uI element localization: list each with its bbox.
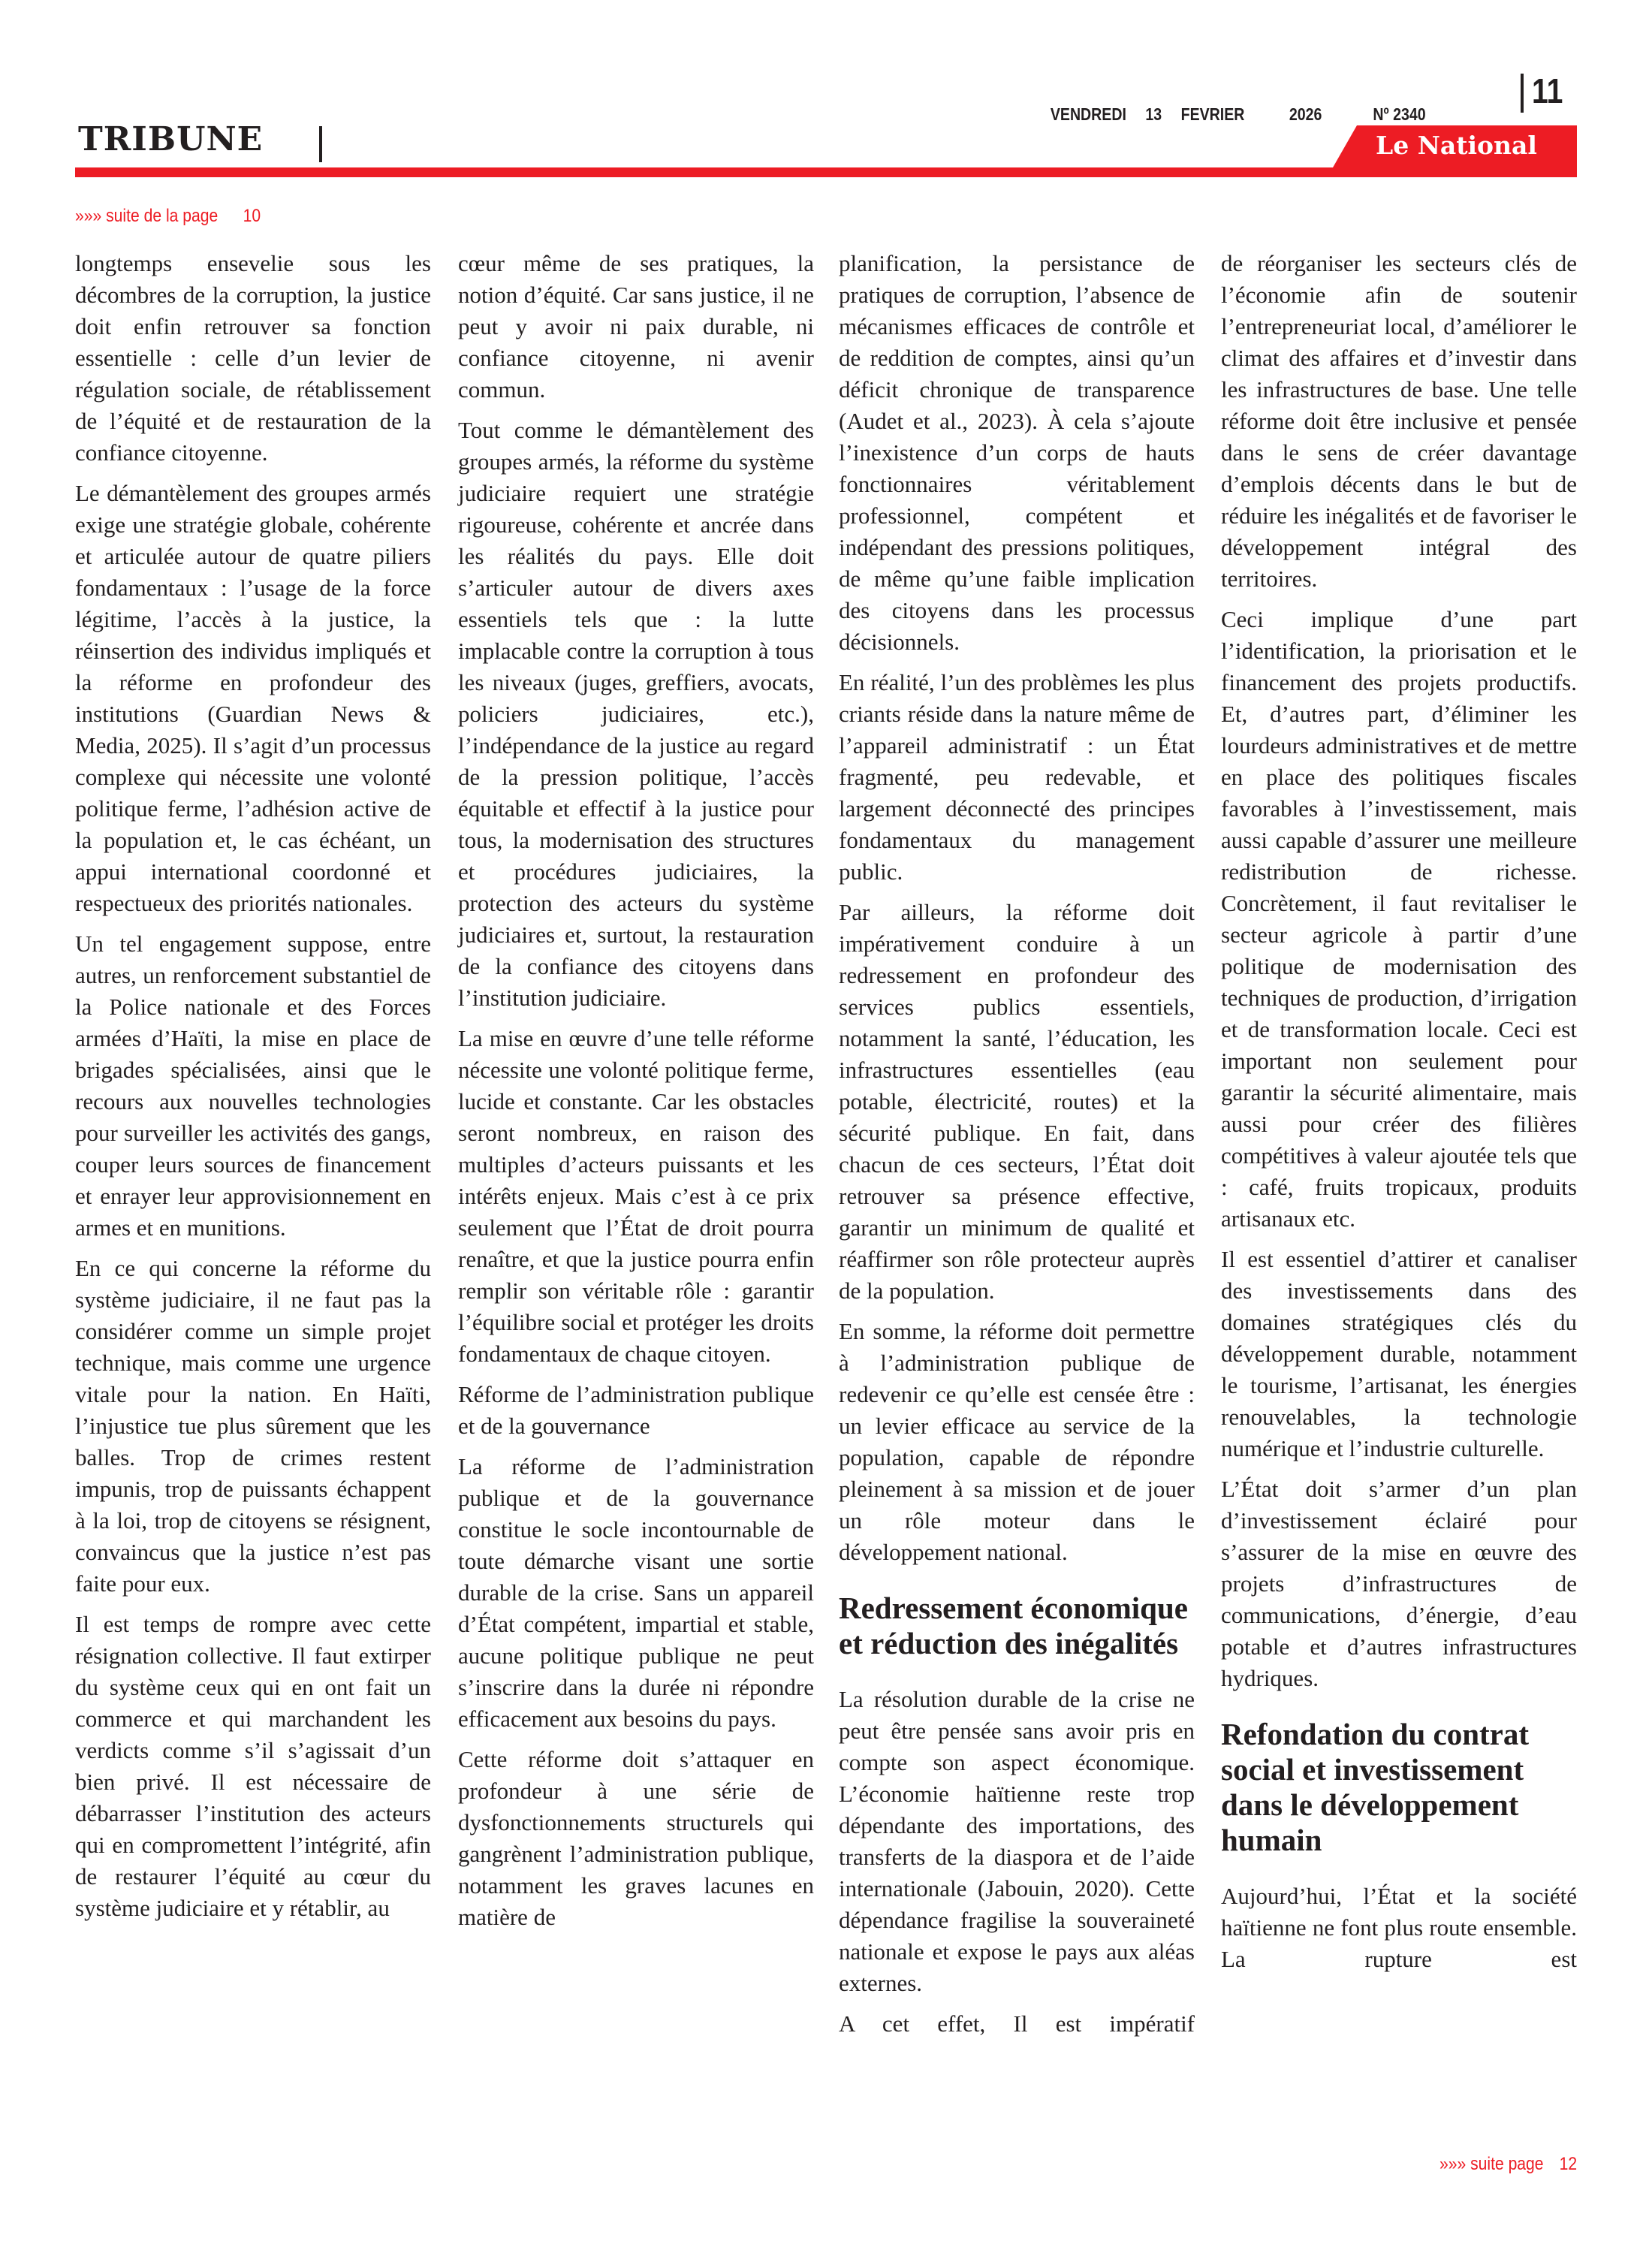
paragraph: Il est essentiel d’attirer et canaliser des investissements dans des domaines stratégiques clés du développement durable, notamment le tourisme, l’artisanat, les énergies renouvelables, la technologie numérique et l’industrie culturelle. (1221, 1246, 1577, 1461)
paragraph: La mise en œuvre d’une telle réforme nécessite une volonté politique ferme, lucide et constante. Car les obstacles seront nombreux, en raison des multiples d’acteurs puissants et les intérêts enjeux. Mais c’est à ce prix seulement que l’État de droit pourra renaître, et que la justice pourra enfin remplir son véritable rôle : garantir l’équilibre social et protéger les droits fondamentaux de chaque citoyen. (458, 1025, 814, 1367)
continued-to-link[interactable] (1439, 2154, 1577, 2175)
continued-from-page: 10 (243, 206, 261, 226)
paragraph: Tout comme le démantèlement des groupes armés, la réforme du système judiciaire requiert une stratégie rigoureuse, cohérente et ancrée dans les réalités du pays. Elle doit s’articuler autour de divers axes essentiels tels que : la lutte implacable contre la corruption à tous les niveaux (juges, greffiers, avocats, policiers judiciaires, etc.), l’indépendance de la justice au regard de la pression politique, l’accès équitable et effectif à la justice pour tous, la modernisation des structures et procédures judiciaires, la protection des acteurs du système judiciaires et, surtout, la restauration de la confiance des citoyens dans l’institution judiciaire. (458, 417, 814, 1011)
paragraph: planification, la persistance de pratiques de corruption, l’absence de mécanismes efficaces de contrôle et de reddition de comptes, ainsi qu’un déficit chronique de transparence (Audet et al., 2023). À cela s’ajoute l’inexistence d’un corps de hauts fonctionnaires véritablement professionnel, compétent et indépendant des pressions politiques, de même qu’une faible implication des citoyens dans les processus décisionnels. (839, 250, 1195, 655)
issue-dateline (1042, 84, 1445, 125)
section-heading: Refondation du contrat social et investissement dans le développement humain (1221, 1717, 1530, 1857)
subsection-label: Réforme de l’administration publique et de la gouvernance (458, 1381, 814, 1439)
section-title-divider (319, 126, 322, 162)
paragraph: longtemps ensevelie sous les décombres de la corruption, la justice doit enfin retrouver sa fonction essentielle : celle d’un levier de régulation sociale, de rétablissement de l’équité et de restauration de la confiance citoyenne. (75, 250, 431, 466)
continued-to-label: »»» suite page (1439, 2154, 1544, 2174)
month: FEVRIER (1180, 104, 1245, 124)
continued-from-link[interactable] (75, 206, 261, 227)
paragraph: La résolution durable de la crise ne peut être pensée sans avoir pris en compte son aspect économique. L’économie haïtienne reste trop dépendante des importations, des transferts de la diaspora et de l’aide internationale (Jabouin, 2020). Cette dépendance fragilise la souveraineté nationale et expose le pays aux aléas externes. (839, 1686, 1195, 1996)
day-of-month: 13 (1145, 104, 1162, 124)
paragraph: Ceci implique d’une part l’identification, la priorisation et le financement des projets productifs. Et, d’autres part, d’éliminer les lourdeurs administratives et de mettre en place des politiques fiscales favorables à l’investissement, mais aussi capable d’assurer une meilleure redistribution de richesse. Concrètement, il faut revitaliser le secteur agricole à partir d’une politique de modernisation des techniques de production, d’irrigation et de transformation locale. Ceci est important non seulement pour garantir la sécurité alimentaire, mais aussi pour créer des filières compétitives à valeur ajoutée tels que : café, fruits tropicaux, produits artisanaux etc. (1221, 606, 1577, 1232)
paragraph: Par ailleurs, la réforme doit impérativement conduire à un redressement en profondeur des services publics essentiels, notamment la santé, l’éducation, les infrastructures essentielles (eau potable, électricité, routes) et la sécurité publique. En fait, dans chacun de ces secteurs, l’État doit retrouver sa présence effective, garantir un minimum de qualité et réaffirmer son rôle protecteur auprès de la population. (839, 899, 1195, 1304)
brand-logo: Le National (1376, 131, 1537, 160)
article-column-4 (1221, 248, 1577, 1984)
section-heading: Redressement économique et réduction des inégalités (839, 1591, 1188, 1660)
paragraph: A cet effet, Il est impératif (839, 2010, 1195, 2037)
paragraph: cœur même de ses pratiques, la notion d’équité. Car sans justice, il ne peut y avoir ni paix durable, ni confiance citoyenne, ni avenir commun. (458, 250, 814, 403)
article-column-1 (75, 248, 431, 1933)
article-column-3 (839, 248, 1195, 2049)
paragraph: Un tel engagement suppose, entre autres, un renforcement substantiel de la Police nationale et des Forces armées d’Haïti, la mise en place de brigades spécialisées, ainsi que le recours aux nouvelles technologies pour surveiller les activités des gangs, couper leurs sources de financement et enrayer leur approvisionnement en armes et en munitions. (75, 930, 431, 1241)
page-number-divider (1521, 74, 1524, 113)
paragraph: Aujourd’hui, l’État et la société haïtienne ne font plus route ensemble. La rupture est (1221, 1883, 1577, 1972)
article-column-2 (458, 248, 814, 1942)
paragraph: En somme, la réforme doit permettre à l’administration publique de redevenir ce qu’elle est censée être : un levier efficace au service de la population, capable de répondre pleinement à sa mission et de jouer un rôle moteur dans le développement national. (839, 1318, 1195, 1565)
paragraph: En ce qui concerne la réforme du système judiciaire, il ne faut pas la considérer comme un simple projet technique, mais comme une urgence vitale pour la nation. En Haïti, l’injustice tue plus sûrement que les balles. Trop de crimes restent impunis, trop de puissants échappent à la loi, trop de citoyens se résignent, convaincus que la justice n’est pas faite pour eux. (75, 1255, 431, 1597)
paragraph: de réorganiser les secteurs clés de l’économie afin de soutenir l’entrepreneuriat local, d’améliorer le climat des affaires et d’investir dans les infrastructures de base. Une telle réforme doit être inclusive et pensée dans le sens de créer davantage d’emplois décents dans le but de réduire les inégalités et de favoriser le développement intégral des territoires. (1221, 250, 1577, 592)
paragraph: Le démantèlement des groupes armés exige une stratégie globale, cohérente et articulée autour de quatre piliers fondamentaux : l’usage de la force légitime, l’accès à la justice, la réinsertion des individus impliqués et la réforme en profondeur des institutions (Guardian News & Media, 2025). Il s’agit d’un processus complexe qui nécessite une volonté politique ferme, l’adhésion active de la population et, le cas échéant, un appui international coordonné et respectueux des priorités nationales. (75, 480, 431, 916)
section-title: TRIBUNE (78, 120, 264, 158)
paragraph: Cette réforme doit s’attaquer en profondeur à une série de dysfonctionnements structurels qui gangrènent l’administration publique, notamment les graves lacunes en matière de (458, 1746, 814, 1930)
paragraph: En réalité, l’un des problèmes les plus criants réside dans la nature même de l’appareil administratif : un État fragmenté, peu redevable, et largement déconnecté des principes fondamentaux du management public. (839, 669, 1195, 885)
continued-from-label: »»» suite de la page (75, 206, 219, 226)
paragraph: Il est temps de rompre avec cette résignation collective. Il faut extirper du système ceux qui en ont fait un commerce et qui marchandent les verdicts comme s’il s’agissait d’un bien privé. Il est nécessaire de débarrasser l’institution des acteurs qui en compromettent l’intégrité, afin de restaurer l’équité au cœur du système judiciaire et y rétablir, au (75, 1611, 431, 1921)
continued-to-page: 12 (1559, 2154, 1577, 2174)
issue-number: Nº 2340 (1373, 104, 1426, 124)
year: 2026 (1289, 104, 1322, 124)
paragraph: La réforme de l’administration publique et de la gouvernance constitue le socle incontournable de toute démarche visant une sortie durable de la crise. Sans un appareil d’État compétent, impartial et stable, aucune politique publique ne peut s’inscrire dans la durée ni répondre efficacement aux besoins du pays. (458, 1453, 814, 1732)
weekday: VENDREDI (1050, 104, 1126, 124)
page-number: 11 (1532, 71, 1563, 110)
paragraph: L’État doit s’armer d’un plan d’investissement éclairé pour s’assurer de la mise en œuvre des projets d’infrastructures de communications, d’énergie, d’eau potable et d’autres infrastructures hydriques. (1221, 1476, 1577, 1691)
